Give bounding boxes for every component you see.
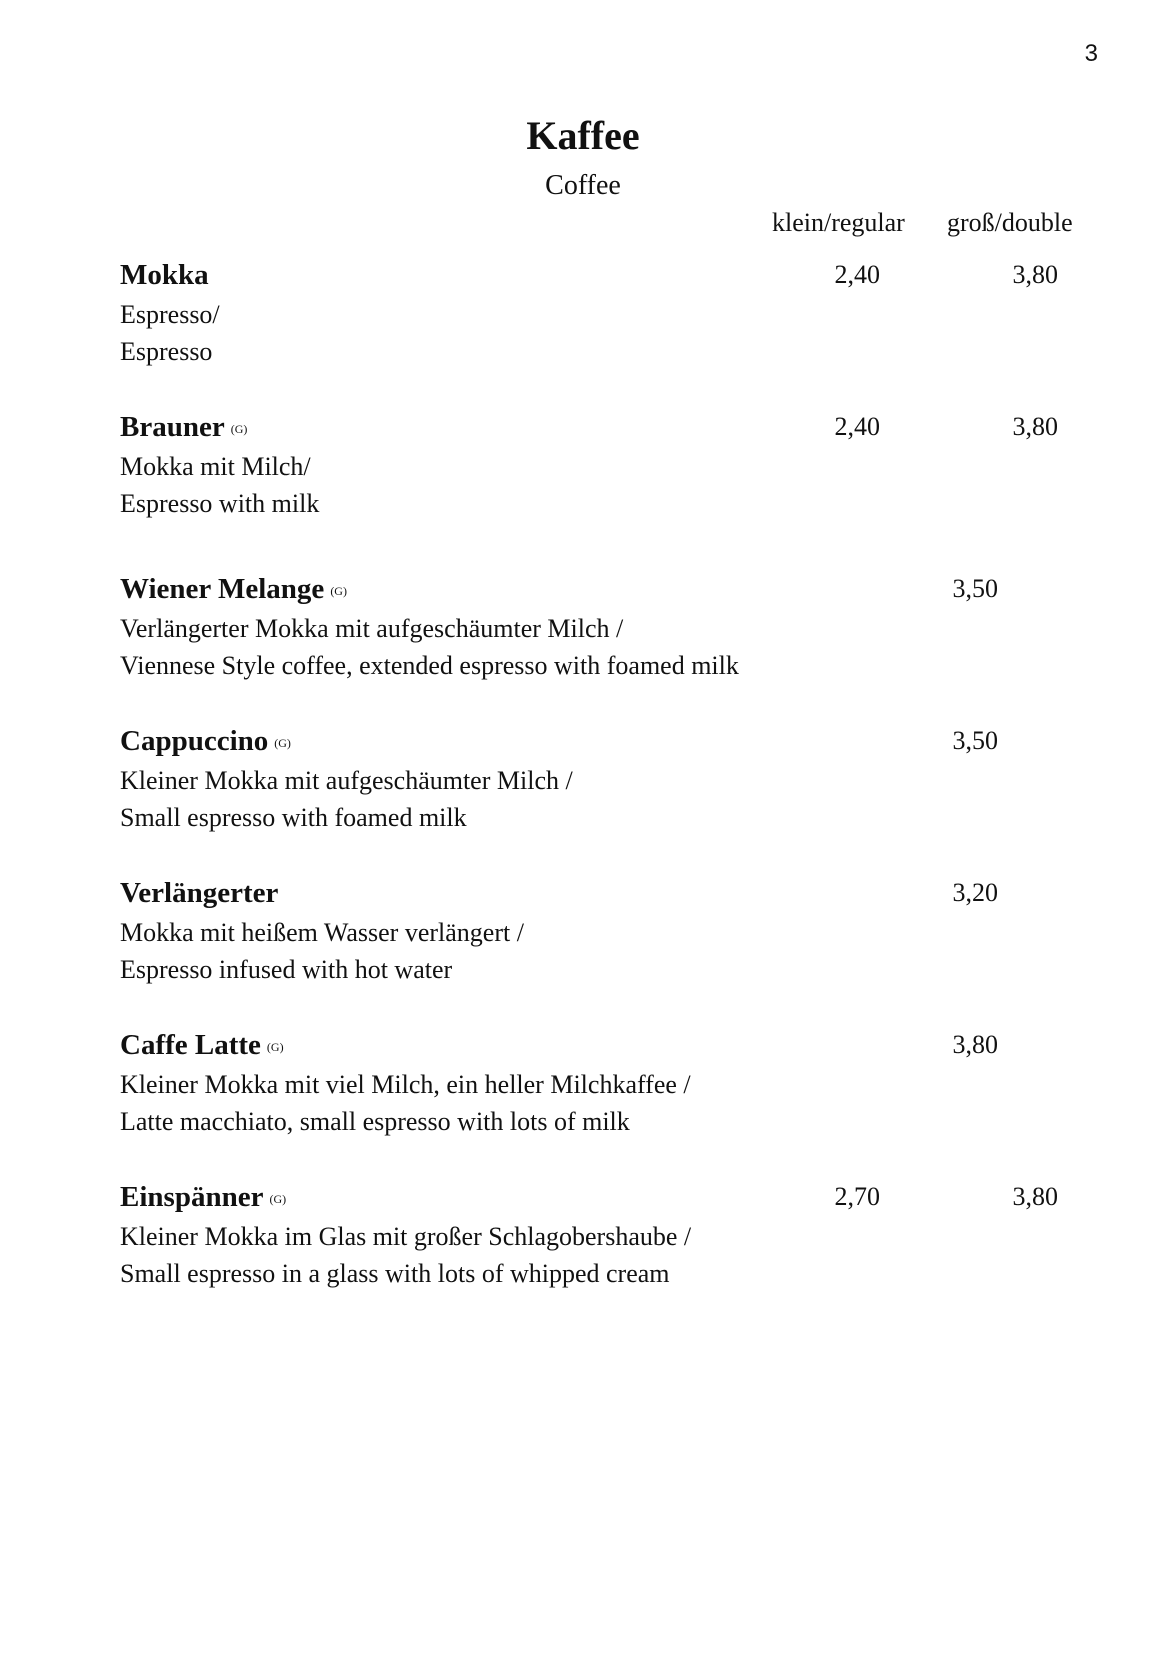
item-name: Verlängerter (120, 877, 279, 909)
price-single: 3,80 (952, 1030, 998, 1059)
menu-item-wiener-melange (120, 570, 1080, 684)
menu-item-brauner (120, 408, 1080, 522)
item-name: Caffe Latte (120, 1029, 261, 1061)
price-double: 3,80 (1012, 412, 1058, 441)
column-header-double: groß/double (947, 208, 1073, 237)
item-description-de: Espresso/ (120, 300, 220, 330)
allergen-label: (G) (274, 736, 291, 751)
item-description-en: Espresso infused with hot water (120, 955, 453, 985)
price-single: 3,50 (952, 574, 998, 603)
page-subtitle: Coffee (545, 170, 621, 201)
menu-item-caffe-latte (120, 1026, 1080, 1140)
item-description-en: Small espresso in a glass with lots of whipped cream (120, 1259, 670, 1289)
item-name: Brauner (120, 411, 225, 443)
column-header-regular: klein/regular (772, 208, 905, 237)
item-description-de: Kleiner Mokka im Glas mit großer Schlagobershaube / (120, 1222, 692, 1252)
allergen-label: (G) (266, 1040, 284, 1055)
price-regular: 2,70 (834, 1182, 880, 1211)
item-description-en: Small espresso with foamed milk (120, 803, 467, 833)
menu-item-einspaenner (120, 1178, 1080, 1292)
item-name: Mokka (120, 259, 209, 291)
price-single: 3,50 (952, 726, 998, 755)
item-description-en: Espresso with milk (120, 489, 320, 519)
price-double: 3,80 (1012, 1182, 1058, 1211)
item-description-de: Kleiner Mokka mit aufgeschäumter Milch / (120, 766, 573, 796)
menu-item-mokka (120, 256, 1080, 370)
item-name: Einspänner (120, 1181, 264, 1213)
allergen-label: (G) (330, 584, 347, 599)
item-name: Cappuccino (120, 725, 269, 757)
price-regular: 2,40 (834, 412, 880, 441)
price-regular: 2,40 (834, 260, 880, 289)
item-description-de: Kleiner Mokka mit viel Milch, ein heller Milchkaffee / (120, 1070, 691, 1100)
menu-item-verlaengerter (120, 874, 1080, 988)
item-description-de: Mokka mit Milch/ (120, 452, 311, 482)
allergen-label: (G) (230, 422, 248, 437)
item-description-en: Latte macchiato, small espresso with lots of milk (120, 1107, 630, 1137)
item-description-en: Viennese Style coffee, extended espresso with foamed milk (120, 651, 739, 681)
item-name: Wiener Melange (120, 573, 325, 605)
page-number: 3 (1084, 40, 1098, 67)
item-description-en: Espresso (120, 337, 213, 367)
allergen-label: (G) (269, 1192, 287, 1207)
item-description-de: Mokka mit heißem Wasser verlängert / (120, 918, 524, 948)
menu-item-cappuccino (120, 722, 1080, 836)
price-single: 3,20 (952, 878, 998, 907)
price-double: 3,80 (1012, 260, 1058, 289)
page-title: Kaffee (526, 113, 640, 158)
item-description-de: Verlängerter Mokka mit aufgeschäumter Milch / (120, 614, 624, 644)
